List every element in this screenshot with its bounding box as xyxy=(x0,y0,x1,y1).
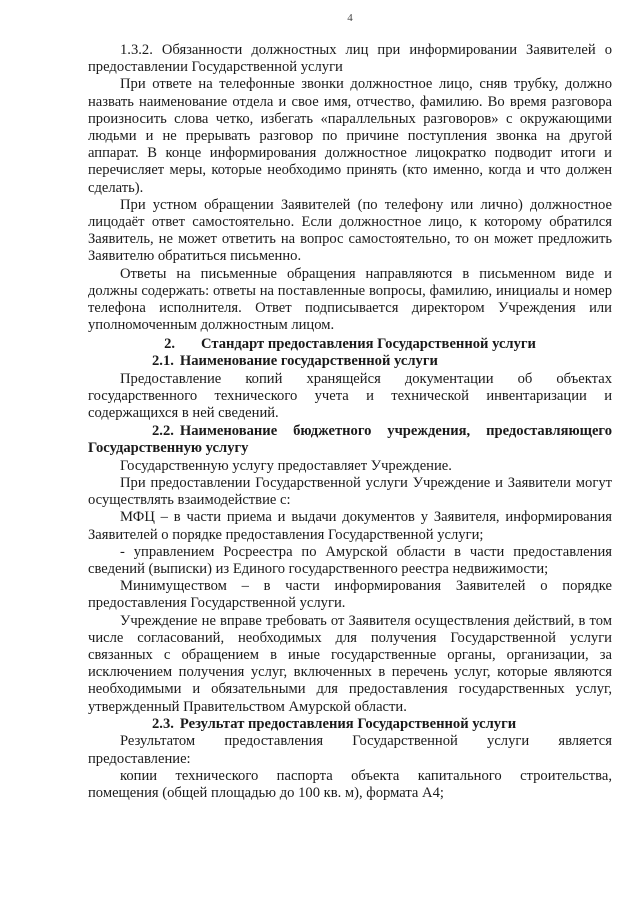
paragraph-result: Результатом предоставления Государственной услуги является предоставление: xyxy=(88,733,612,767)
section-2-1-number: 2.1. xyxy=(152,353,174,370)
paragraph-rosreestr: - управлением Росреестра по Амурской области в части предоставления сведений (выписки) из Единого государственного реестра недвижимости; xyxy=(88,543,612,578)
section-2-title: Стандарт предоставления Государственной услуги xyxy=(201,336,536,353)
paragraph-interaction: При предоставлении Государственной услуги Учреждение и Заявители могут осуществлять взаимодействие с: xyxy=(88,475,612,509)
section-2-3-number: 2.3. xyxy=(152,715,174,732)
page-number: 4 xyxy=(347,12,353,24)
section-2-1-heading xyxy=(88,353,612,371)
section-2-3-heading xyxy=(88,716,612,734)
paragraph-provider: Государственную услугу предоставляет Учреждение. xyxy=(120,457,452,474)
paragraph-mfc: МФЦ – в части приема и выдачи документов у Заявителя, информирования Заявителей о порядке предоставления Государственной услуги; xyxy=(88,509,612,543)
paragraph-oral-requests: При устном обращении Заявителей (по телефону или лично) должностное лицодаёт ответ самостоятельно. Если должностное лицо, к которому обратился Заявитель, не может ответить на вопрос самостоятельно, то он может предложить Заявителю обратиться письменно. xyxy=(88,196,612,265)
section-2-1-title: Наименование государственной услуги xyxy=(179,353,438,370)
section-2-3-title: Результат предоставления Государственной услуги xyxy=(179,715,517,732)
paragraph-tech-passport: копии технического паспорта объекта капитального строительства, помещения (общей площадью до 100 кв. м), формата А4; xyxy=(88,767,612,802)
section-2-heading xyxy=(88,335,612,353)
paragraph-written-requests: Ответы на письменные обращения направляются в письменном виде и должны содержать: ответы на поставленные вопросы, фамилию, инициалы и номер телефона исполнителя. Ответ подписывается директором Учреждения или уполномоченным должностным лицом. xyxy=(88,265,612,334)
section-2-2-title: Наименование бюджетного учреждения, предоставляющего Государственную услугу xyxy=(88,422,612,457)
paragraph-minimushchestvo: Минимуществом – в части информирования Заявителей о порядке предоставления Государственной услуги. xyxy=(88,578,612,612)
section-2-2-number: 2.2. xyxy=(152,422,174,439)
paragraph-phone-calls: При ответе на телефонные звонки должностное лицо, сняв трубку, должно назвать наименование отдела и свое имя, отчество, фамилию. Во время разговора произносить слова четко, избегать «параллельных разговоров» с окружающими людьми и не прерывать разговор по причине поступления звонка на другой аппарат. В конце информирования должностное лицократко подводит итоги и перечисляет меры, которые необходимо принять (кто именно, когда и что должен сделать). xyxy=(88,76,612,196)
section-2-number: 2. xyxy=(164,336,176,353)
paragraph-restrictions: Учреждение не вправе требовать от Заявителя осуществления действий, в том числе согласований, необходимых для получения Государственной услуги связанных с обращением в иные государственные органы, организации, за исключением получения услуг, включенных в перечень услуг, которые являются необходимыми и обязательными для предоставления государственных услуг, утвержденный Правительством Амурской области. xyxy=(88,612,612,715)
paragraph-1-3-2: 1.3.2. Обязанности должностных лиц при информировании Заявителей о предоставлении Государственной услуги xyxy=(88,42,612,76)
paragraph-service-name: Предоставление копий хранящейся документации об объектах государственного технического учета и технической инвентаризации и содержащихся в ней сведений. xyxy=(88,371,612,422)
section-2-2-heading xyxy=(88,423,612,458)
